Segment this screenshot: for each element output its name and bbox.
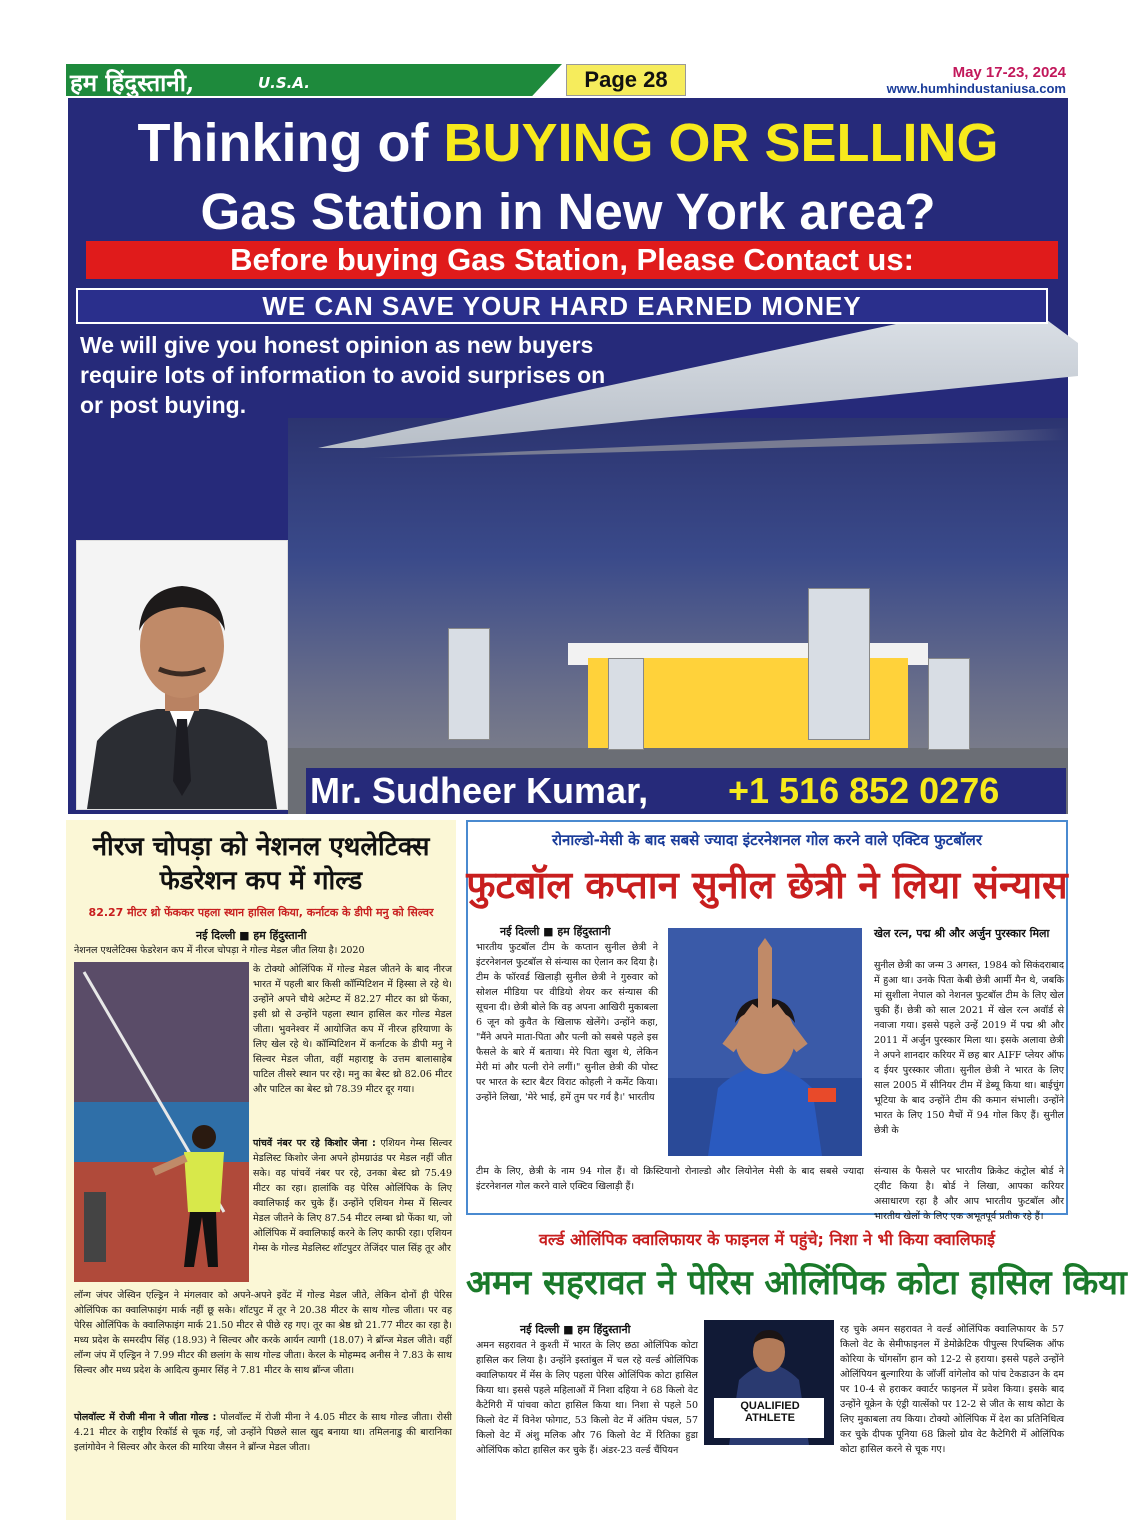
chhetri-bottom-text: टीम के लिए, छेत्री के नाम 94 गोल हैं। वो क्रिस्टियानो रोनाल्डो और लियोनेल मेसी के बाद सबसे ज्यादा इंटरनेशनल गोल करने वाले एक्टिव खिलाड़ी हैं। bbox=[476, 1166, 864, 1192]
gas-station-advertisement bbox=[68, 98, 1068, 814]
fuel-pump bbox=[448, 628, 490, 740]
neeraj-column-text: के टोक्यो ओलिंपिक में गोल्ड मेडल जीतने के बाद नीरज भारत में पहली बार किसी कॉम्पिटिशन में हिस्सा ले रहे थे। उन्होंने अपने चौथे अटेम्प्ट में 82.27 मीटर का थ्रो फेंका, इसी थ्रो से उन्होंने पहला स्थान हासिल कर गोल्ड मेडल जीता। भुवनेश्वर में आयोजित कप में नीरज हरियाणा के लिए खेल रहे थे। कॉम्पिटिशन में कर्नाटक के डीपी मनु ने सिल्वर मेडल जीता, वहीं महाराष्ट्र के उत्तम बालासाहेब पाटिल तीसरे स्थान पर रहे। मनु का बेस्ट थ्रो 82.06 मीटर और पाटिल का बेस्ट थ्रो 78.39 मीटर दूर गया। bbox=[253, 964, 452, 1095]
fuel-pump bbox=[928, 658, 970, 750]
fuel-pump bbox=[608, 658, 644, 750]
aman-right-column: रह चुके अमन सहरावत ने वर्ल्ड ओलिंपिक क्वालिफायर के 57 किलो वेट के सेमीफाइनल में डेमोक्रेटिक पीपुल्स रिपब्लिक ऑफ कोरिया के चोंगसोंग हान को 12-2 से हराया। इससे पहले उन्होंने ओलिंपियन बुल्गारिया के जॉर्जी वांगेलोव को पांच टेकडाउन के दम पर 10-4 से हराकर क्वार्टर फाइनल में प्रवेश किया। इसके बाद उन्होंने यूक्रेन के एंड्री यात्सेंको पर 12-2 से जीत के साथ कोटा के लिए मुकाबला तय किया। टोक्यो ओलिंपिक में देश का प्रतिनिधित्व कर चुके दीपक पूनिया 68 क्रिलो ग्रोव वेट कैटेगिरी में ओलिंपिक कोटा हासिल करने से चूक गए। bbox=[840, 1324, 1064, 1455]
ad-headline bbox=[68, 112, 1068, 174]
headline-line2: फेडरेशन कप में गोल्ड bbox=[159, 866, 363, 896]
neeraj-lead: नेशनल एथलेटिक्स फेडरेशन कप में नीरज चोपड़ा ने गोल्ड मेडल जीत लिया है। 2020 bbox=[74, 945, 365, 956]
neeraj-subhead: 82.27 मीटर थ्रो फेंककर पहला स्थान हासिल किया, कर्नाटक के डीपी मनु को सिल्वर bbox=[88, 906, 434, 919]
chhetri-left-column: भारतीय फुटबॉल टीम के कप्तान सुनील छेत्री ने इंटरनेशनल फुटबॉल से संन्यास का ऐलान कर दिया है। टीम के फॉरवर्ड खिलाड़ी सुनील छेत्री ने गुरुवार को सोशल मीडिया पर वीडियो शेयर कर संन्यास की सूचना दी। छेत्री बोले कि वह अपना आखिरी मुकाबला 6 जून को कुवैत के खिलाफ खेलेंगे। उन्होंने कहा, "मैंने अपने माता-पिता और पत्नी को सबसे पहले इस फैसले के बारे में बताया। मेरे पिता खुश थे, लेकिन मेरी मां और पत्नी रोने लगीं।" सुनील छेत्री की पोस्ट पर भारत के स्टार बैटर विराट कोहली ने कमेंट किया। उन्होंने लिखा, 'मेरे भाई, हमें तुम पर गर्व है।' भारतीय bbox=[476, 942, 658, 1103]
neeraj-kishore-section bbox=[253, 1136, 452, 1284]
contact-name: Mr. Sudheer Kumar, bbox=[310, 770, 649, 811]
kishore-text: एशियन गेम्स सिल्वर मेडलिस्ट किशोर जेना अपने होमग्राउंड पर मेडल नहीं जीत सके। वह पांचवें नंबर पर रहे, उनका बेस्ट थ्रो 75.49 मीटर का रहा। हालांकि वह पेरिस ओलिंपिक के लिए क्वालिफाई कर चुके हैं। उन्होंने एशियन गेम्स में सिल्वर मेडल जीतने के लिए 87.54 मीटर लम्बा थ्रो फेंका था, जो ओलिंपिक में क्वालिफाई करने के लिए काफी रहा। एशियन गेम्स के गोल्ड मेडलिस्ट शॉटपुटर तेजिंदर पाल सिंह तूर और bbox=[253, 1138, 452, 1254]
chhetri-dateline: नई दिल्ली ■ हम हिंदुस्तानी bbox=[500, 925, 611, 938]
aman-left-column: अमन सहरावत ने कुश्ती में भारत के लिए छठा ओलिंपिक कोटा हासिल कर लिया है। उन्होंने इस्तांबुल में चल रहे वर्ल्ड ओलिंपिक क्वालिफायर में मेंस के लिए पहला पेरिस ओलिंपिक कोटा हासिल किया था। इससे पहले महिलाओं में निशा दहिया ने 68 किलो वेट कैटेगिरी में पांचवा कोटा हासिल किया था। निशा से पहले 50 किलो वेट में विनेश फोगाट, 53 किलो वेट में अंतिम पंघल, 57 किलो वेट में अंशु मलिक और 76 किलो वेट में रितिका हुडा ओलिंपिक कोटा हासिल कर चुके हैं। अंडर-23 वर्ल्ड चैंपियन bbox=[476, 1340, 698, 1456]
chhetri-headline: फुटबॉल कप्तान सुनील छेत्री ने लिया संन्यास bbox=[466, 863, 1068, 907]
chhetri-kicker: रोनाल्डो-मेसी के बाद सबसे ज्यादा इंटरनेशनल गोल करने वाले एक्टिव फुटबॉलर bbox=[552, 831, 982, 849]
badge-line2: ATHLETE bbox=[745, 1412, 795, 1424]
javelin-photo bbox=[74, 962, 249, 1282]
chhetri-right-title: खेल रत्न, पद्म श्री और अर्जुन पुरस्कार मिला bbox=[874, 927, 1050, 940]
aman-photo bbox=[704, 1320, 834, 1445]
newspaper-title: हम हिंदुस्तानी, bbox=[70, 68, 195, 97]
chhetri-right-column: सुनील छेत्री का जन्म 3 अगस्त, 1984 को सिकंदराबाद में हुआ था। उनके पिता केबी छेत्री आर्मी मैन थे, जबकि मां सुशीला नेपाल को नेशनल फुटबॉल टीम के लिए खेल चुकी हैं। छेत्री को साल 2021 में खेल रत्न अवॉर्ड से नवाजा गया। इससे पहले उन्हें 2019 में पद्म श्री और 2011 में अर्जुन पुरस्कार मिला था। इसके अलावा छेत्री ने अपने शानदार करियर में छह बार AIFF प्लेयर ऑफ द ईयर पुरस्कार जीता। सुनील छेत्री ने भारत के लिए साल 2005 में सीनियर टीम में डेब्यू किया था। बाईचुंग भूटिया के बाद उन्होंने टीम की कमान संभाली। उन्होंने भारत के लिए 150 मैचों में 94 गोल किए हैं। सुनील छेत्री के bbox=[874, 960, 1064, 1136]
neeraj-polevault-section bbox=[74, 1410, 452, 1472]
aman-headline: अमन सहरावत ने पेरिस ओलिंपिक कोटा हासिल किया bbox=[466, 1263, 1127, 1303]
badge-line1: QUALIFIED bbox=[740, 1400, 800, 1412]
chhetri-photo bbox=[668, 928, 862, 1156]
fuel-pump bbox=[808, 588, 870, 740]
portrait-photo bbox=[76, 540, 288, 810]
headline-prefix: Thinking of bbox=[137, 113, 429, 173]
headline-highlight: BUYING OR SELLING bbox=[443, 113, 999, 173]
kishore-subtitle: पांचवें नंबर पर रहे किशोर जेना : bbox=[253, 1138, 376, 1149]
chhetri-right-bottom: संन्यास के फैसले पर भारतीय क्रिकेट कंट्रोल बोर्ड ने ट्वीट किया है। बोर्ड ने लिखा, आपका करियर असाधारण रहा है और आप भारतीय फुटबॉल और भारतीय खेलों के लिए एक अभूतपूर्व प्रतीक रहे हैं। bbox=[874, 1166, 1064, 1222]
headline-line1: नीरज चोपड़ा को नेशनल एथलेटिक्स bbox=[92, 832, 430, 862]
contact-banner: Before buying Gas Station, Please Contact us: bbox=[86, 241, 1058, 279]
contact-phone[interactable]: +1 516 852 0276 bbox=[728, 770, 1000, 811]
polevault-subtitle: पोलवॉल्ट में रोजी मीना ने जीता गोल्ड : bbox=[74, 1412, 217, 1423]
aman-kicker: वर्ल्ड ओलिंपिक क्वालिफायर के फाइनल में पहुंचे; निशा ने भी किया क्वालिफाई bbox=[539, 1230, 995, 1249]
neeraj-headline bbox=[66, 830, 456, 898]
ad-headline-line2: Gas Station in New York area? bbox=[200, 183, 936, 240]
aman-dateline: नई दिल्ली ■ हम हिंदुस्तानी bbox=[520, 1323, 631, 1336]
page-number: Page 28 bbox=[566, 64, 686, 96]
newspaper-region: U.S.A. bbox=[258, 74, 310, 92]
ad-body-text: We will give you honest opinion as new buyers require lots of information to avoid surprises on or post buying. bbox=[80, 332, 606, 418]
neeraj-full-text: लॉन्ग जंपर जेस्विन एल्ड्रिन ने मंगलवार को अपने-अपने इवेंट में गोल्ड मेडल जीते, लेकिन दोनों ही पेरिस ओलिंपिक का क्वालिफाइंग मार्क नहीं छू सके। शॉटपुट में तूर ने 20.38 मीटर के साथ गोल्ड जीता। पर वह पेरिस ओलिंपिक के क्वालिफाइंग मार्क 21.50 मीटर से पीछे रह गए। तूर का श्रेष्ठ थ्रो 21.77 मीटर का रहा है। मध्य प्रदेश के समरदीप सिंह (18.93) ने सिल्वर और करके आर्यन त्यागी (18.07) ने ब्रॉन्ज मेडल जीते। वहीं लॉन्ग जंप में एल्ड्रिन ने 7.99 मीटर की छलांग के साथ गोल्ड जीता। केरल के मोहम्मद अनीस ने 7.83 के साथ सिल्वर और मध्य प्रदेश के आदित्य कुमार सिंह ने 7.81 मीटर के साथ ब्रॉन्ज जीता। bbox=[74, 1290, 452, 1376]
qualified-athlete-badge bbox=[716, 1400, 824, 1424]
save-money-banner: WE CAN SAVE YOUR HARD EARNED MONEY bbox=[76, 288, 1048, 324]
neeraj-dateline: नई दिल्ली ■ हम हिंदुस्तानी bbox=[196, 929, 307, 942]
website-link[interactable]: www.humhindustaniusa.com bbox=[886, 81, 1066, 96]
polevault-text: पोलवॉल्ट में रोजी मीना ने 4.05 मीटर के साथ गोल्ड जीता। रोसी 4.21 मीटर के राष्ट्रीय रिकॉर्ड से चूक गईं, जो उन्होंने पिछले साल खुद बनाया था। तमिलनाडु की बारानिका इलांगोवेन ने सिल्वर और केरल की मारिया जैसन ने ब्रॉन्ज मेडल जीता। bbox=[74, 1412, 452, 1453]
issue-date: May 17-23, 2024 bbox=[952, 64, 1066, 81]
